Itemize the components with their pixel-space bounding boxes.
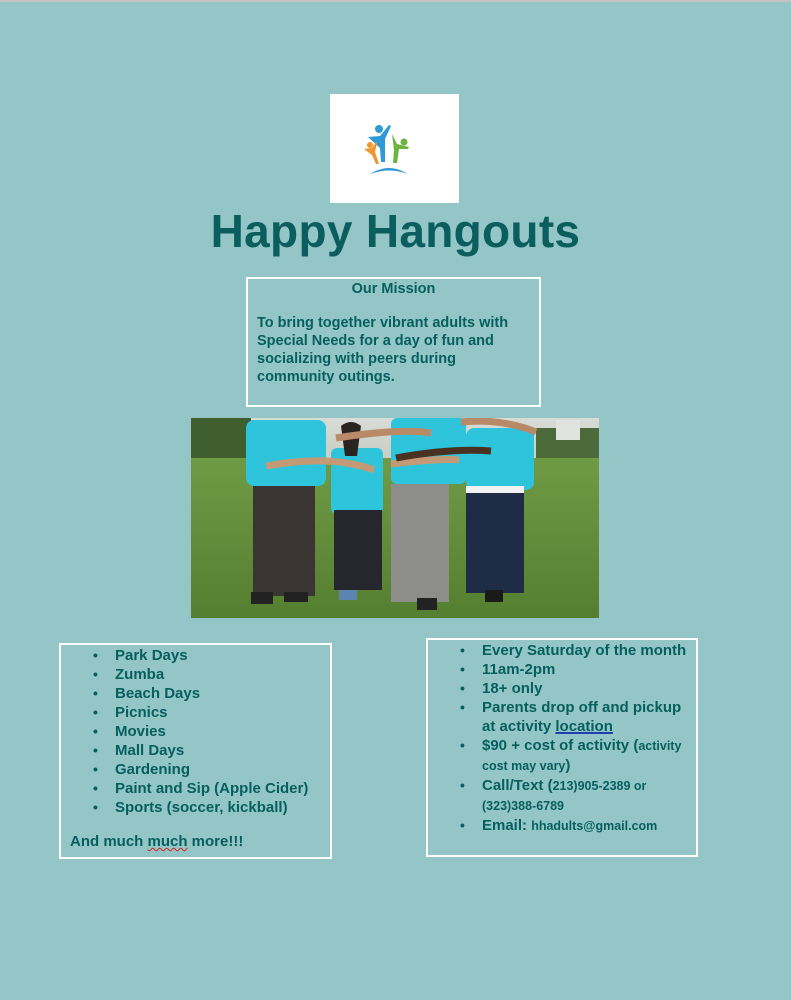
activities-list <box>61 645 330 817</box>
mission-heading: Our Mission <box>351 281 436 297</box>
activities-box <box>59 643 332 859</box>
group-photo <box>191 418 599 618</box>
spellcheck-flagged-word[interactable]: much <box>147 833 188 850</box>
email-address: hhadults@gmail.com <box>531 819 658 833</box>
activity-item: • Movies <box>61 722 330 741</box>
detail-schedule: • Every Saturday of the month <box>428 641 696 660</box>
more-suffix: more!!! <box>187 833 244 850</box>
page-title: Happy Hangouts <box>210 205 581 257</box>
email-label: Email: <box>482 817 532 834</box>
people-celebrating-logo-icon <box>364 122 426 178</box>
logo-box <box>330 94 459 203</box>
activity-item: • Sports (soccer, kickball) <box>61 798 330 817</box>
activity-item: • Picnics <box>61 703 330 722</box>
detail-email <box>428 816 696 836</box>
activity-item: • Mall Days <box>61 741 330 760</box>
activity-item: • Beach Days <box>61 684 330 703</box>
detail-cost <box>428 736 696 776</box>
activity-item: • Zumba <box>61 665 330 684</box>
more-prefix: And much <box>70 833 148 850</box>
details-list <box>428 640 696 836</box>
detail-dropoff <box>428 698 696 736</box>
activity-item: • Gardening <box>61 760 330 779</box>
cost-close: ) <box>565 757 571 774</box>
mission-box <box>246 277 541 407</box>
cost-note: activity cost may vary <box>482 739 682 773</box>
detail-age: • 18+ only <box>428 679 696 698</box>
and-much-more-text <box>70 833 243 850</box>
dropoff-text: Parents drop off and pickup at activity <box>482 699 682 735</box>
detail-time: • 11am-2pm <box>428 660 696 679</box>
activity-item: • Paint and Sip (Apple Cider) <box>61 779 330 798</box>
top-edge-line <box>0 0 791 2</box>
cost-text: $90 + cost of activity ( <box>482 737 639 754</box>
activity-item: • Park Days <box>61 646 330 665</box>
call-label: Call/Text ( <box>482 777 553 794</box>
phone-numbers: 213)905-2389 or (323)388-6789 <box>482 779 647 813</box>
mission-text: To bring together vibrant adults with Special Needs for a day of fun and socializing with peers during community outings. <box>257 315 509 385</box>
detail-phone <box>428 776 696 816</box>
details-box <box>426 638 698 857</box>
location-flagged-word[interactable]: location <box>555 718 613 735</box>
